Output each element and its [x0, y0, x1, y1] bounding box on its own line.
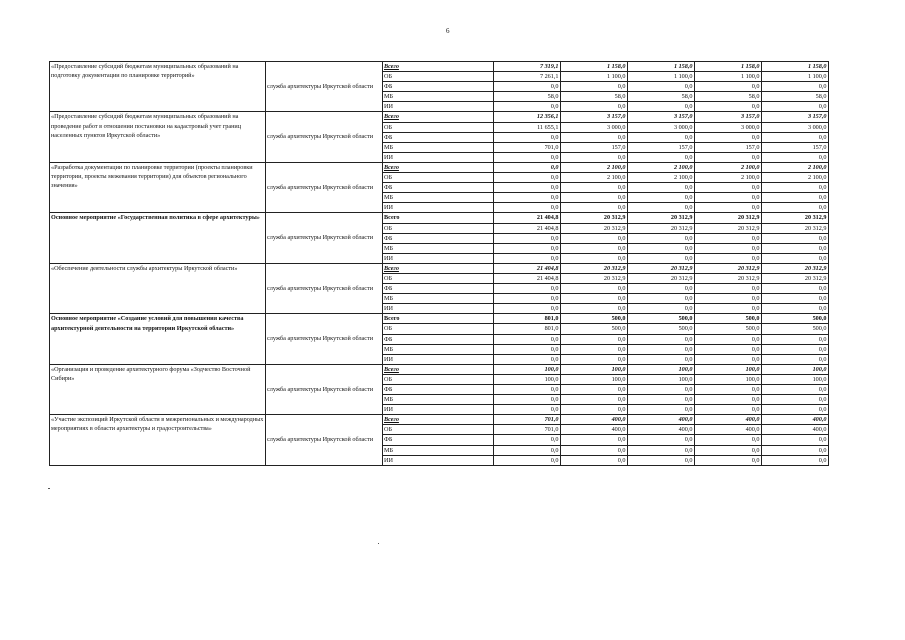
amount-cell: 1 158,0 [628, 62, 695, 72]
amount-cell: 701,0 [494, 425, 561, 435]
amount-cell: 0,0 [628, 294, 695, 304]
amount-cell: 0,0 [494, 82, 561, 92]
amount-cell: 100,0 [762, 374, 829, 384]
amount-cell: 0,0 [561, 102, 628, 112]
amount-cell: 0,0 [628, 304, 695, 314]
amount-cell: 0,0 [561, 132, 628, 142]
funding-source: ИИ [383, 102, 494, 112]
funding-source: ОБ [383, 72, 494, 82]
amount-cell: 500,0 [628, 324, 695, 334]
amount-cell: 0,0 [628, 132, 695, 142]
amount-cell: 0,0 [628, 435, 695, 445]
measure-name: «Обеспечение деятельности службы архитектуры Иркутской области» [50, 263, 266, 313]
executor: служба архитектуры Иркутской области [266, 62, 383, 112]
amount-cell: 7 261,1 [494, 72, 561, 82]
amount-cell: 0,0 [494, 253, 561, 263]
amount-cell: 0,0 [762, 455, 829, 465]
amount-cell: 100,0 [494, 374, 561, 384]
amount-cell: 20 312,9 [561, 213, 628, 223]
amount-cell: 0,0 [561, 253, 628, 263]
amount-cell: 0,0 [628, 253, 695, 263]
amount-cell: 0,0 [695, 294, 762, 304]
amount-cell: 400,0 [628, 415, 695, 425]
funding-source: ОБ [383, 374, 494, 384]
amount-cell: 58,0 [695, 92, 762, 102]
amount-cell: 20 312,9 [561, 263, 628, 273]
amount-cell: 21 404,8 [494, 273, 561, 283]
amount-cell: 0,0 [561, 334, 628, 344]
amount-cell: 3 157,0 [561, 112, 628, 122]
executor: служба архитектуры Иркутской области [266, 314, 383, 364]
amount-cell: 100,0 [762, 364, 829, 374]
amount-cell: 500,0 [762, 324, 829, 334]
amount-cell: 157,0 [762, 142, 829, 152]
amount-cell: 0,0 [628, 445, 695, 455]
funding-source: ФБ [383, 385, 494, 395]
amount-cell: 100,0 [695, 374, 762, 384]
amount-cell: 0,0 [762, 82, 829, 92]
amount-cell: 0,0 [762, 445, 829, 455]
measure-block [50, 314, 829, 364]
amount-cell: 100,0 [494, 364, 561, 374]
amount-cell: 1 100,0 [561, 72, 628, 82]
amount-cell: 2 100,0 [628, 162, 695, 172]
scan-mark [378, 543, 379, 544]
amount-cell: 0,0 [695, 405, 762, 415]
funding-source: ФБ [383, 334, 494, 344]
amount-cell: 0,0 [628, 193, 695, 203]
amount-cell: 0,0 [494, 385, 561, 395]
amount-cell: 0,0 [762, 243, 829, 253]
amount-cell: 0,0 [628, 334, 695, 344]
amount-cell: 0,0 [561, 405, 628, 415]
amount-cell: 20 312,9 [561, 273, 628, 283]
amount-cell: 3 157,0 [628, 112, 695, 122]
amount-cell: 400,0 [762, 425, 829, 435]
amount-cell: 0,0 [695, 455, 762, 465]
amount-cell: 0,0 [762, 294, 829, 304]
funding-source: ФБ [383, 284, 494, 294]
amount-cell: 0,0 [695, 395, 762, 405]
funding-source: Всего [383, 415, 494, 425]
amount-cell: 0,0 [628, 243, 695, 253]
table-row [50, 364, 829, 374]
amount-cell: 20 312,9 [695, 273, 762, 283]
amount-cell: 0,0 [494, 294, 561, 304]
executor: служба архитектуры Иркутской области [266, 263, 383, 313]
funding-source: ИИ [383, 304, 494, 314]
amount-cell: 0,0 [695, 253, 762, 263]
amount-cell: 2 100,0 [695, 173, 762, 183]
measure-block [50, 415, 829, 465]
amount-cell: 20 312,9 [561, 223, 628, 233]
amount-cell: 701,0 [494, 415, 561, 425]
amount-cell: 0,0 [695, 82, 762, 92]
amount-cell: 0,0 [494, 152, 561, 162]
amount-cell: 0,0 [494, 334, 561, 344]
funding-source: ОБ [383, 273, 494, 283]
funding-source: ФБ [383, 233, 494, 243]
amount-cell: 0,0 [494, 162, 561, 172]
amount-cell: 0,0 [561, 435, 628, 445]
amount-cell: 3 000,0 [762, 122, 829, 132]
amount-cell: 0,0 [561, 243, 628, 253]
funding-source: МБ [383, 193, 494, 203]
amount-cell: 0,0 [762, 435, 829, 445]
amount-cell: 3 000,0 [628, 122, 695, 132]
measure-name: «Предоставление субсидий бюджетам муниципальных образований на проведение работ в отношении постановки на кадастровый учет границ населенных пунктов Иркутской области» [50, 112, 266, 162]
amount-cell: 100,0 [628, 374, 695, 384]
funding-source: МБ [383, 243, 494, 253]
table-row [50, 263, 829, 273]
amount-cell: 0,0 [494, 193, 561, 203]
funding-source: ОБ [383, 425, 494, 435]
amount-cell: 0,0 [695, 344, 762, 354]
amount-cell: 0,0 [762, 193, 829, 203]
table-row [50, 213, 829, 223]
amount-cell: 801,0 [494, 314, 561, 324]
amount-cell: 0,0 [762, 354, 829, 364]
amount-cell: 0,0 [762, 395, 829, 405]
amount-cell: 0,0 [628, 344, 695, 354]
amount-cell: 0,0 [494, 344, 561, 354]
amount-cell: 0,0 [561, 82, 628, 92]
page-number: 6 [446, 27, 450, 35]
amount-cell: 400,0 [695, 425, 762, 435]
amount-cell: 400,0 [762, 415, 829, 425]
amount-cell: 1 158,0 [695, 62, 762, 72]
amount-cell: 0,0 [695, 233, 762, 243]
budget-table [49, 61, 829, 466]
funding-source: ИИ [383, 253, 494, 263]
funding-source: Всего [383, 162, 494, 172]
amount-cell: 0,0 [561, 304, 628, 314]
amount-cell: 500,0 [561, 324, 628, 334]
funding-source: ФБ [383, 435, 494, 445]
amount-cell: 0,0 [494, 183, 561, 193]
measure-block [50, 364, 829, 414]
funding-source: МБ [383, 344, 494, 354]
measure-block [50, 162, 829, 212]
measure-block [50, 62, 829, 112]
funding-source: ИИ [383, 405, 494, 415]
amount-cell: 0,0 [762, 334, 829, 344]
amount-cell: 0,0 [561, 294, 628, 304]
amount-cell: 58,0 [494, 92, 561, 102]
amount-cell: 0,0 [494, 284, 561, 294]
funding-source: Всего [383, 213, 494, 223]
amount-cell: 21 404,8 [494, 223, 561, 233]
amount-cell: 21 404,8 [494, 213, 561, 223]
amount-cell: 0,0 [762, 233, 829, 243]
amount-cell: 0,0 [561, 193, 628, 203]
amount-cell: 0,0 [628, 395, 695, 405]
funding-source: ФБ [383, 82, 494, 92]
amount-cell: 0,0 [561, 183, 628, 193]
amount-cell: 20 312,9 [762, 213, 829, 223]
amount-cell: 0,0 [762, 405, 829, 415]
amount-cell: 500,0 [695, 324, 762, 334]
amount-cell: 20 312,9 [628, 213, 695, 223]
amount-cell: 0,0 [494, 233, 561, 243]
funding-source: МБ [383, 445, 494, 455]
amount-cell: 0,0 [762, 102, 829, 112]
amount-cell: 20 312,9 [695, 263, 762, 273]
amount-cell: 0,0 [695, 183, 762, 193]
amount-cell: 0,0 [494, 354, 561, 364]
table-row [50, 62, 829, 72]
amount-cell: 100,0 [628, 364, 695, 374]
amount-cell: 400,0 [561, 425, 628, 435]
amount-cell: 100,0 [561, 364, 628, 374]
funding-source: ИИ [383, 203, 494, 213]
amount-cell: 0,0 [695, 334, 762, 344]
amount-cell: 500,0 [695, 314, 762, 324]
funding-source: Всего [383, 364, 494, 374]
amount-cell: 0,0 [695, 435, 762, 445]
table-row [50, 415, 829, 425]
amount-cell: 0,0 [762, 385, 829, 395]
budget-table-wrapper [49, 61, 829, 466]
amount-cell: 11 655,1 [494, 122, 561, 132]
amount-cell: 3 000,0 [561, 122, 628, 132]
amount-cell: 0,0 [628, 152, 695, 162]
executor: служба архитектуры Иркутской области [266, 415, 383, 465]
amount-cell: 0,0 [695, 243, 762, 253]
executor: служба архитектуры Иркутской области [266, 112, 383, 162]
amount-cell: 0,0 [628, 455, 695, 465]
amount-cell: 0,0 [695, 193, 762, 203]
funding-source: МБ [383, 294, 494, 304]
amount-cell: 0,0 [561, 203, 628, 213]
amount-cell: 0,0 [561, 152, 628, 162]
measure-block [50, 213, 829, 263]
amount-cell: 1 100,0 [762, 72, 829, 82]
amount-cell: 58,0 [628, 92, 695, 102]
funding-source: МБ [383, 92, 494, 102]
amount-cell: 0,0 [494, 435, 561, 445]
funding-source: ФБ [383, 183, 494, 193]
amount-cell: 1 158,0 [561, 62, 628, 72]
amount-cell: 400,0 [561, 415, 628, 425]
measure-name: «Организация и проведение архитектурного форума «Зодчество Восточной Сибири» [50, 364, 266, 414]
amount-cell: 0,0 [695, 152, 762, 162]
measure-name: «Разработка документации по планировке территории (проекты планировки территории, проекты межевания территории) для объектов регионального значения» [50, 162, 266, 212]
amount-cell: 2 100,0 [561, 162, 628, 172]
funding-source: ОБ [383, 122, 494, 132]
amount-cell: 21 404,8 [494, 263, 561, 273]
amount-cell: 0,0 [628, 385, 695, 395]
amount-cell: 157,0 [561, 142, 628, 152]
amount-cell: 58,0 [762, 92, 829, 102]
amount-cell: 2 100,0 [561, 173, 628, 183]
measure-name: Основное мероприятие «Создание условий для повышения качества архитектурной деятельности на территории Иркутской области» [50, 314, 266, 364]
funding-source: ОБ [383, 223, 494, 233]
amount-cell: 157,0 [695, 142, 762, 152]
measure-name: «Участие экспозиций Иркутской области в межрегиональных и международных мероприятиях в области архитектуры и градостроительства» [50, 415, 266, 465]
amount-cell: 58,0 [561, 92, 628, 102]
amount-cell: 3 157,0 [762, 112, 829, 122]
table-row [50, 314, 829, 324]
amount-cell: 3 157,0 [695, 112, 762, 122]
amount-cell: 0,0 [561, 344, 628, 354]
amount-cell: 0,0 [695, 203, 762, 213]
amount-cell: 0,0 [628, 203, 695, 213]
amount-cell: 3 000,0 [695, 122, 762, 132]
funding-source: ИИ [383, 354, 494, 364]
amount-cell: 20 312,9 [762, 273, 829, 283]
amount-cell: 20 312,9 [762, 223, 829, 233]
amount-cell: 0,0 [762, 253, 829, 263]
funding-source: МБ [383, 395, 494, 405]
amount-cell: 20 312,9 [695, 223, 762, 233]
amount-cell: 0,0 [695, 445, 762, 455]
amount-cell: 2 100,0 [628, 173, 695, 183]
amount-cell: 500,0 [561, 314, 628, 324]
amount-cell: 0,0 [762, 203, 829, 213]
funding-source: ИИ [383, 455, 494, 465]
measure-name: «Предоставление субсидий бюджетам муниципальных образований на подготовку документации по планировке территорий» [50, 62, 266, 112]
amount-cell: 500,0 [628, 314, 695, 324]
amount-cell: 0,0 [628, 405, 695, 415]
amount-cell: 0,0 [628, 102, 695, 112]
executor: служба архитектуры Иркутской области [266, 364, 383, 414]
amount-cell: 7 319,1 [494, 62, 561, 72]
amount-cell: 400,0 [628, 425, 695, 435]
amount-cell: 0,0 [561, 395, 628, 405]
amount-cell: 0,0 [494, 132, 561, 142]
amount-cell: 2 100,0 [762, 173, 829, 183]
measure-block [50, 263, 829, 313]
amount-cell: 0,0 [494, 102, 561, 112]
amount-cell: 0,0 [695, 304, 762, 314]
amount-cell: 0,0 [494, 203, 561, 213]
funding-source: ФБ [383, 132, 494, 142]
amount-cell: 12 356,1 [494, 112, 561, 122]
amount-cell: 0,0 [762, 132, 829, 142]
amount-cell: 1 158,0 [762, 62, 829, 72]
amount-cell: 0,0 [762, 304, 829, 314]
measure-name: Основное мероприятие «Государственная политика в сфере архитектуры» [50, 213, 266, 263]
amount-cell: 0,0 [494, 455, 561, 465]
amount-cell: 100,0 [695, 364, 762, 374]
amount-cell: 801,0 [494, 324, 561, 334]
amount-cell: 0,0 [762, 183, 829, 193]
amount-cell: 20 312,9 [628, 273, 695, 283]
amount-cell: 1 100,0 [628, 72, 695, 82]
funding-source: Всего [383, 314, 494, 324]
amount-cell: 1 100,0 [695, 72, 762, 82]
amount-cell: 0,0 [628, 82, 695, 92]
funding-source: ИИ [383, 152, 494, 162]
funding-source: ОБ [383, 324, 494, 334]
amount-cell: 20 312,9 [762, 263, 829, 273]
funding-source: ОБ [383, 173, 494, 183]
amount-cell: 0,0 [762, 284, 829, 294]
funding-source: Всего [383, 263, 494, 273]
amount-cell: 100,0 [561, 374, 628, 384]
executor: служба архитектуры Иркутской области [266, 213, 383, 263]
amount-cell: 0,0 [561, 385, 628, 395]
amount-cell: 0,0 [695, 284, 762, 294]
amount-cell: 0,0 [628, 354, 695, 364]
table-row [50, 162, 829, 172]
amount-cell: 0,0 [695, 102, 762, 112]
amount-cell: 2 100,0 [695, 162, 762, 172]
funding-source: Всего [383, 62, 494, 72]
amount-cell: 0,0 [628, 183, 695, 193]
amount-cell: 500,0 [762, 314, 829, 324]
amount-cell: 0,0 [561, 233, 628, 243]
amount-cell: 0,0 [628, 284, 695, 294]
amount-cell: 400,0 [695, 415, 762, 425]
amount-cell: 0,0 [695, 354, 762, 364]
amount-cell: 20 312,9 [628, 263, 695, 273]
table-row [50, 112, 829, 122]
funding-source: МБ [383, 142, 494, 152]
amount-cell: 701,0 [494, 142, 561, 152]
amount-cell: 20 312,9 [695, 213, 762, 223]
amount-cell: 2 100,0 [762, 162, 829, 172]
amount-cell: 0,0 [561, 284, 628, 294]
amount-cell: 0,0 [561, 445, 628, 455]
amount-cell: 0,0 [695, 132, 762, 142]
amount-cell: 0,0 [561, 455, 628, 465]
scan-mark [48, 488, 50, 489]
amount-cell: 0,0 [494, 304, 561, 314]
amount-cell: 0,0 [494, 395, 561, 405]
amount-cell: 0,0 [762, 152, 829, 162]
amount-cell: 20 312,9 [628, 223, 695, 233]
amount-cell: 0,0 [494, 405, 561, 415]
amount-cell: 157,0 [628, 142, 695, 152]
executor: служба архитектуры Иркутской области [266, 162, 383, 212]
funding-source: Всего [383, 112, 494, 122]
amount-cell: 0,0 [494, 173, 561, 183]
amount-cell: 0,0 [494, 243, 561, 253]
amount-cell: 0,0 [762, 344, 829, 354]
amount-cell: 0,0 [628, 233, 695, 243]
amount-cell: 0,0 [561, 354, 628, 364]
measure-block [50, 112, 829, 162]
amount-cell: 0,0 [494, 445, 561, 455]
amount-cell: 0,0 [695, 385, 762, 395]
